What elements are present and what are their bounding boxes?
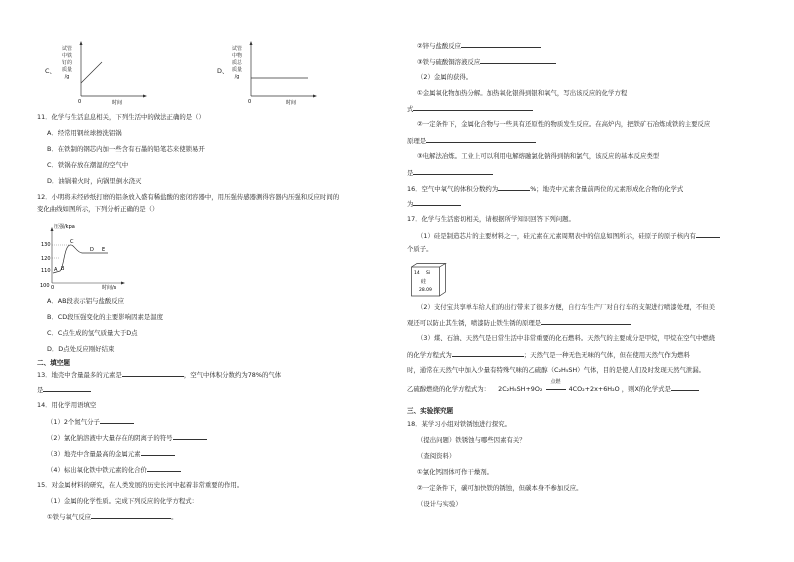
q13-line1	[37, 370, 281, 379]
q15-line2: （1）金属的化学性质。完成下列反应的化学方程式：	[47, 497, 199, 505]
q17-p1-line1: （1）硅是制造芯片的主要材料之一，硅元素在元素周期表中的信息如图所示，硅原子的原子核内有	[417, 231, 720, 240]
q17-p3-line4: 乙硫醇燃烧的化学方程式为： 2C₂H₅SH+9O₂ 点燃 4CO₂+2x+6H₂O ，则X的化学式是	[407, 384, 699, 393]
q14-stem: 14．用化学用语填空	[37, 401, 97, 409]
q12-ytick-110: 110	[41, 268, 51, 274]
q16-blank-2[interactable]	[413, 199, 461, 206]
q14-blank-3[interactable]	[141, 449, 175, 456]
q18-l1: （提出问题）铁锈蚀与哪些因素有关？	[417, 436, 526, 444]
q17-blank-4[interactable]	[671, 384, 699, 391]
q17-eq-arrow	[546, 389, 566, 390]
q13-blank-1[interactable]	[122, 370, 184, 377]
r5-blank[interactable]	[413, 104, 533, 111]
q13-text-a: 13．地壳中含量最多的元素是	[37, 371, 122, 379]
q12-stem-line1: 12．小明将未经砂纸打磨的铝条放入盛有稀盐酸的密闭容器中，用压强传感器测得容器内压强和反应时间的	[37, 193, 340, 201]
graph-d-xlabel: 时间	[286, 100, 297, 106]
r2-blank[interactable]	[480, 57, 556, 64]
q12-origin: 100	[40, 283, 50, 289]
si-mass: 28.09	[419, 288, 432, 293]
q17-p3-line3: 时，通常在天然气中加入少量有特殊气味的乙硫醇（C₂H₅SH）气体，目的是使人们及时发现天然气泄漏。	[407, 366, 706, 374]
section-fill-blank: 二、填空题	[37, 359, 70, 367]
q17-blank-2[interactable]	[541, 318, 631, 325]
graph-d-ylabel: 试管 中物 质总 质量 /g	[232, 46, 243, 80]
q15-line1: 15．对金属材料的研究，在人类发展的历史长河中起着非常重要的作用。	[37, 481, 244, 489]
si-atomic-number: 14	[414, 271, 420, 276]
q18-l2: （查阅资料）	[417, 452, 456, 460]
q12-ytick-130: 130	[41, 242, 51, 248]
q13-text-c: 是	[37, 386, 44, 394]
q12-point-c: C	[70, 239, 74, 245]
q14-blank-2[interactable]	[173, 433, 207, 440]
r1-zinc-hcl: ②锌与盐酸反应	[417, 41, 541, 50]
q14-item-4: （4）标出氧化铁中铁元素的化合价	[47, 465, 181, 474]
r9-line: 是	[407, 168, 493, 177]
q17-p2-line2: 观还可以防止其生锈，喷漆防止铁生锈的原理是	[407, 318, 631, 327]
q14-blank-1[interactable]	[100, 417, 134, 424]
q12-xorigin: 0	[51, 285, 55, 291]
q17-p3-line1: （3）煤、石油、天然气是日常生活中非常重要的化石燃料。天然气的主要成分是甲烷，甲烷在空气中燃烧	[417, 334, 716, 342]
q14-item-2: （2）氯化钠溶液中大量存在的阴离子的符号	[47, 433, 207, 442]
q12-ylabel: 压强/kpa	[54, 224, 75, 230]
graph-c-letter: C、	[45, 67, 56, 75]
section-experiment: 三、实验探究题	[407, 407, 454, 415]
graph-d-letter: D、	[217, 67, 229, 75]
graph-c	[40, 38, 150, 108]
q14-item-3: （3）地壳中含量最高的金属元素	[47, 449, 175, 458]
q11-option-c: C．铁锅存放在潮湿的空气中	[47, 161, 129, 169]
graph-d-origin: 0	[248, 99, 252, 105]
q17-blank-1[interactable]	[696, 231, 720, 238]
q12-option-d: D．D点处反应刚好结束	[47, 345, 115, 353]
q12-option-c: C．C点生成的氢气质量大于D点	[47, 329, 138, 337]
q12-option-a: A．AB段表示铝与盐酸反应	[47, 297, 125, 305]
r7-line: 原理是	[407, 136, 536, 145]
r9-blank[interactable]	[413, 168, 493, 175]
q11-option-a: A．经常用钢丝球擦洗铝锅	[47, 129, 122, 137]
r2-iron-cuso4: ③铁与硫酸铜溶液反应	[417, 57, 556, 66]
q18-stem: 18．某学习小组对铁锈蚀进行探究。	[407, 420, 511, 428]
q12-point-e: E	[102, 247, 106, 253]
q12-pressure-graph	[40, 220, 140, 292]
q17-p2-line1: （2）支付宝共享单车给人们的出行带来了很多方便，自行车生产厂对自行车的支架进行喷漆处理，不但美	[417, 303, 716, 311]
q17-p3-line2: 的化学方程式为 ；天然气是一种无色无味的气体，但在使用天然气作为燃料	[407, 351, 690, 359]
q12-point-a: A	[54, 267, 58, 273]
silicon-element-cell	[411, 263, 447, 297]
q17-blank-3[interactable]	[452, 350, 524, 357]
r7-blank[interactable]	[426, 136, 536, 143]
q11-stem: 11．化学与生活息息相关，下列生活中的做法正确的是（）	[37, 113, 205, 121]
q12-option-b: B．CD段压强变化的主要影响因素是温度	[47, 313, 164, 321]
q12-point-b: B	[61, 266, 65, 272]
q17-p1-line2: 个质子。	[407, 245, 433, 253]
q17-stem: 17．化学与生活密切相关，请根据所学知识回答下列问题。	[407, 215, 575, 223]
r1-blank[interactable]	[461, 41, 541, 48]
q13-text-b: ，空气中体积分数约为78%的气体	[183, 371, 282, 379]
graph-c-ylabel: 试管 中铁 钉的 质量 /g	[62, 46, 73, 80]
r4-line: ①金属氧化物加热分解。加热氧化银得到银和氧气，写出该反应的化学方程	[417, 89, 628, 97]
q15-blank-1[interactable]	[91, 512, 171, 519]
si-symbol: Si	[426, 271, 431, 276]
graph-c-origin: 0	[78, 99, 82, 105]
q13-blank-2[interactable]	[43, 385, 91, 392]
q12-xlabel: 时间/s	[102, 285, 117, 291]
q16-line1: 16．空气中氧气的体积分数约为 %；地壳中元素含量前两位的元素形成化合物的化学式	[407, 185, 684, 193]
q11-option-b: B．在铁制的钢芯内加一些含有石墨的铅笔芯来使锁易开	[47, 145, 205, 153]
q16-line2: 为	[407, 199, 461, 208]
q18-l3: ①氯化钙固体可作干燥剂。	[417, 468, 494, 476]
q13-line2	[37, 385, 91, 394]
graph-d	[215, 38, 325, 108]
r6-line: ②一定条件下，金属化合物与一些具有还原性的物质发生反应。在高炉内，把铁矿石冶炼成铁的主要反应	[417, 120, 711, 128]
graph-c-plot	[78, 38, 150, 108]
q12-ytick-120: 120	[41, 256, 51, 262]
q16-blank-1[interactable]	[498, 184, 530, 191]
q18-l4: ②一定条件下，碳可加快铁的锈蚀，但碳本身不参加反应。	[417, 484, 583, 492]
q15-line3: ①铁与氧气反应 。	[47, 513, 178, 521]
q12-stem-line2: 变化曲线如图所示，下列分析正确的是（）	[37, 205, 159, 213]
q14-item-1: （1）2个氮气分子	[47, 417, 134, 426]
q17-equation: 2C₂H₅SH+9O₂ 点燃 4CO₂+2x+6H₂O	[498, 379, 620, 393]
q11-option-d: D．油锅着火时，向锅里倒水浇灭	[47, 177, 142, 185]
q17-eq-condition: 点燃	[545, 385, 567, 393]
q12-point-d: D	[90, 247, 94, 253]
graph-c-xlabel: 时间	[112, 100, 123, 106]
r5-line: 式	[407, 104, 533, 113]
si-name: 硅	[421, 279, 427, 285]
r8-line: ③电解法冶炼。工业上可以利用电解熔融氯化钠得到钠和氯气，该反应的基本反应类型	[417, 152, 660, 160]
q14-blank-4[interactable]	[147, 465, 181, 472]
q18-l5: （设计与实验）	[417, 500, 462, 508]
graph-d-plot	[248, 38, 320, 108]
r3-metal-obtain: （2）金属的获得。	[417, 73, 473, 81]
